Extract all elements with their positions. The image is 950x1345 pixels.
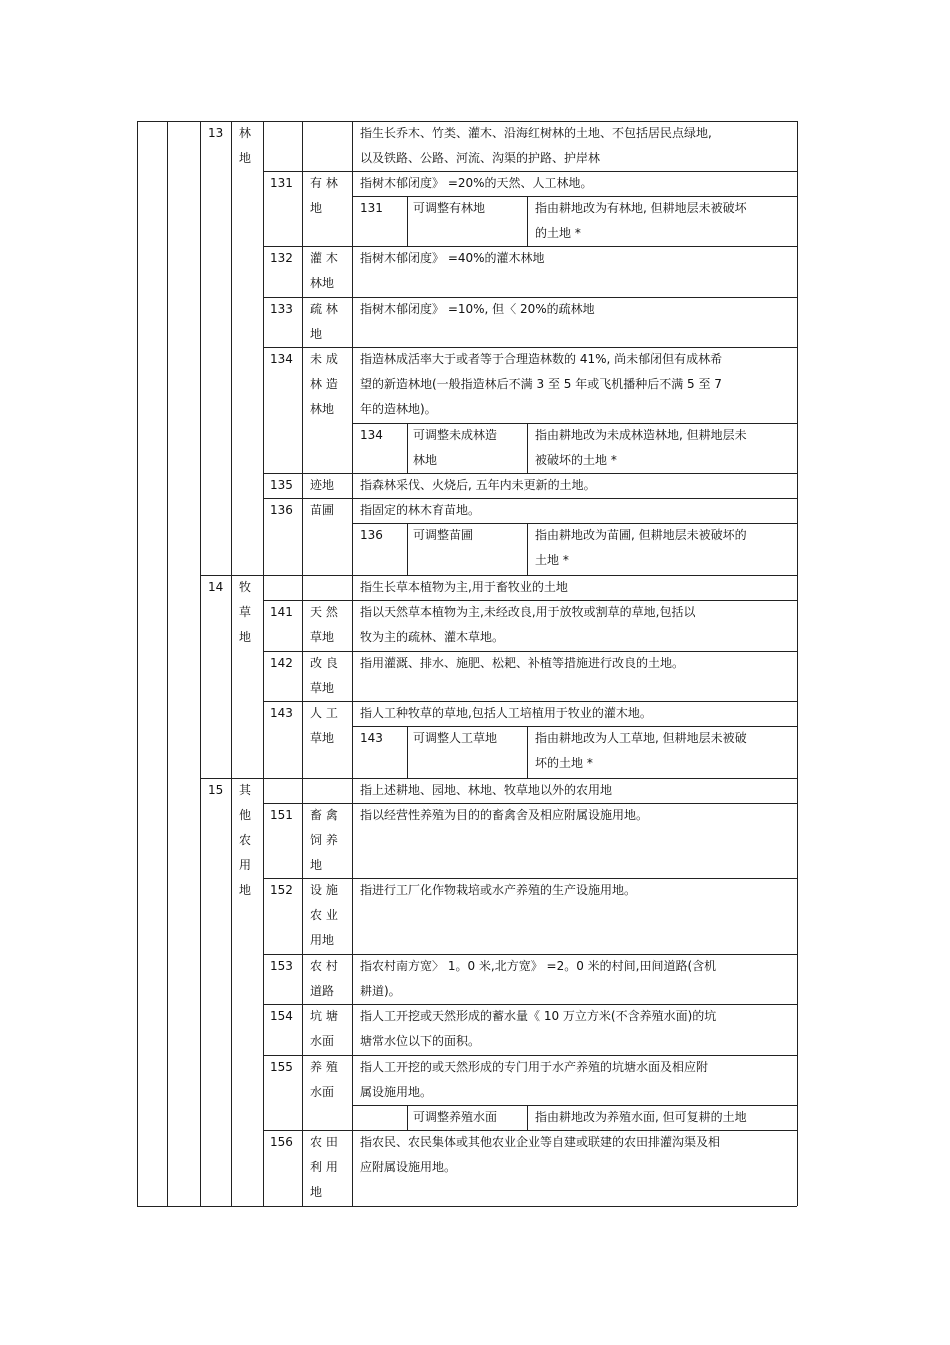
adjustable-description: 指由耕地改为有林地, 但耕地层未被破坏 [535, 201, 747, 215]
subcategory-code: 155 [270, 1060, 293, 1074]
subcategory-code: 154 [270, 1009, 293, 1023]
column-line [407, 196, 408, 246]
column-line [302, 778, 303, 803]
subcategory-code: 135 [270, 478, 293, 492]
subcategory-description: 指人工种牧草的草地,包括人工培植用于牧业的灌木地。 [360, 706, 652, 720]
subcategory-name: 灌 木 [310, 251, 338, 265]
column-line [302, 575, 303, 600]
table-right-border [797, 121, 798, 1206]
subcategory-name: 饲 养 [310, 833, 338, 847]
table-bottom-border [137, 1206, 797, 1207]
subcategory-name: 人 工 [310, 706, 338, 720]
adjustable-code: 131 [360, 201, 383, 215]
adjustable-description: 指由耕地改为养殖水面, 但可复耕的土地 [535, 1110, 747, 1124]
subcategory-name: 林地 [310, 402, 335, 416]
subcategory-code: 141 [270, 605, 293, 619]
section-description: 指生长乔木、竹类、灌木、沿海红树林的土地、不包括居民点绿地, [360, 126, 712, 140]
subcategory-name: 畜 禽 [310, 808, 338, 822]
subcategory-code: 142 [270, 656, 293, 670]
column-line [200, 121, 201, 1206]
column-line [527, 196, 528, 246]
subcategory-description: 指以天然草本植物为主,未经改良,用于放牧或割草的草地,包括以 [360, 605, 696, 619]
subcategory-code: 152 [270, 883, 293, 897]
section-name: 地 [239, 151, 252, 165]
subcategory-name: 农 村 [310, 959, 338, 973]
subcategory-code: 134 [270, 352, 293, 366]
column-line [352, 121, 353, 575]
column-line [302, 1004, 303, 1055]
section-description: 以及铁路、公路、河流、沟渠的护路、护岸林 [360, 151, 601, 165]
column-line [231, 121, 232, 575]
subcategory-description: 应附属设施用地。 [360, 1160, 457, 1174]
section-name: 他 [239, 808, 252, 822]
table-left-border [137, 121, 138, 1206]
column-line [263, 575, 264, 778]
column-line [527, 423, 528, 473]
subcategory-name: 未 成 [310, 352, 338, 366]
section-name: 牧 [239, 580, 252, 594]
adjustable-description: 指由耕地改为苗圃, 但耕地层未被破坏的 [535, 528, 747, 542]
subcategory-code: 132 [270, 251, 293, 265]
column-line [302, 600, 303, 651]
column-line [231, 575, 232, 778]
subcategory-name: 天 然 [310, 605, 338, 619]
subcategory-name: 地 [310, 327, 323, 341]
subcategory-name: 地 [310, 858, 323, 872]
subcategory-description: 指人工开挖的或天然形成的专门用于水产养殖的坑塘水面及相应附 [360, 1060, 709, 1074]
subcategory-description: 塘常水位以下的面积。 [360, 1034, 481, 1048]
subcategory-description: 指树木郁闭度》 =20%的天然、人工林地。 [360, 176, 593, 190]
adjustable-description: 坏的土地 * [535, 756, 593, 770]
column-line [352, 575, 353, 778]
column-line [263, 121, 264, 575]
adjustable-description: 的土地 * [535, 226, 581, 240]
column-line [302, 803, 303, 878]
section-code: 14 [208, 580, 224, 594]
column-line [527, 726, 528, 778]
subcategory-name: 地 [310, 1185, 323, 1199]
column-line [302, 878, 303, 954]
section-code: 15 [208, 783, 224, 797]
section-name: 地 [239, 630, 252, 644]
adjustable-name: 可调整未成林造 [413, 428, 498, 442]
subcategory-name: 坑 塘 [310, 1009, 338, 1023]
adjustable-code: 136 [360, 528, 383, 542]
section-code: 13 [208, 126, 224, 140]
subcategory-description: 牧为主的疏林、灌木草地。 [360, 630, 505, 644]
adjustable-description: 指由耕地改为人工草地, 但耕地层未被破 [535, 731, 747, 745]
subcategory-name: 苗圃 [310, 503, 335, 517]
column-line [407, 423, 408, 473]
column-line [263, 778, 264, 1206]
subcategory-description: 指进行工厂化作物栽培或水产养殖的生产设施用地。 [360, 883, 637, 897]
column-line [231, 778, 232, 1206]
subcategory-name: 草地 [310, 731, 335, 745]
column-line [167, 121, 168, 1206]
adjustable-description: 指由耕地改为未成林造林地, 但耕地层未 [535, 428, 747, 442]
subcategory-name: 有 林 [310, 176, 338, 190]
subcategory-description: 指森林采伐、火烧后, 五年内未更新的土地。 [360, 478, 596, 492]
column-line [302, 473, 303, 498]
section-name: 地 [239, 883, 252, 897]
column-line [407, 726, 408, 778]
subcategory-name: 养 殖 [310, 1060, 338, 1074]
subcategory-code: 131 [270, 176, 293, 190]
column-line [302, 498, 303, 575]
section-description: 指生长草本植物为主,用于畜牧业的土地 [360, 580, 568, 594]
subcategory-name: 林 造 [310, 377, 338, 391]
subcategory-name: 迹地 [310, 478, 335, 492]
section-name: 用 [239, 858, 252, 872]
column-line [302, 347, 303, 473]
subcategory-name: 用地 [310, 933, 335, 947]
subcategory-description: 指树木郁闭度》 =10%, 但〈 20%的疏林地 [360, 302, 595, 316]
subcategory-description: 指农民、农民集体或其他农业企业等自建或联建的农田排灌沟渠及相 [360, 1135, 721, 1149]
adjustable-name: 可调整有林地 [413, 201, 486, 215]
subcategory-description: 指树木郁闭度》 =40%的灌木林地 [360, 251, 545, 265]
subcategory-code: 133 [270, 302, 293, 316]
subcategory-description: 属设施用地。 [360, 1085, 433, 1099]
adjustable-name: 可调整养殖水面 [413, 1110, 498, 1124]
section-name: 其 [239, 783, 252, 797]
subcategory-name: 林地 [310, 276, 335, 290]
column-line [302, 297, 303, 347]
adjustable-name: 林地 [413, 453, 438, 467]
section-description: 指上述耕地、园地、林地、牧草地以外的农用地 [360, 783, 613, 797]
adjustable-name: 可调整人工草地 [413, 731, 498, 745]
section-name: 农 [239, 833, 252, 847]
subcategory-description: 指人工开挖或天然形成的蓄水量《 10 万立方米(不含养殖水面)的坑 [360, 1009, 717, 1023]
subcategory-code: 156 [270, 1135, 293, 1149]
subcategory-name: 草地 [310, 681, 335, 695]
column-line [302, 1130, 303, 1206]
column-line [302, 1055, 303, 1130]
subcategory-description: 望的新造林地(一般指造林后不满 3 至 5 年或飞机播种后不满 5 至 7 [360, 377, 722, 391]
column-line [527, 523, 528, 575]
adjustable-code: 143 [360, 731, 383, 745]
adjustable-name: 可调整苗圃 [413, 528, 474, 542]
column-line [302, 954, 303, 1004]
subcategory-name: 水面 [310, 1085, 335, 1099]
section-name: 林 [239, 126, 252, 140]
adjustable-code: 134 [360, 428, 383, 442]
subcategory-code: 143 [270, 706, 293, 720]
subcategory-code: 153 [270, 959, 293, 973]
subcategory-description: 指固定的林木育苗地。 [360, 503, 481, 517]
column-line [407, 523, 408, 575]
subcategory-name: 地 [310, 201, 323, 215]
column-line [302, 246, 303, 297]
column-line [302, 651, 303, 701]
subcategory-description: 指农村南方宽〉 1。0 米,北方宽》 =2。0 米的村间,田间道路(含机 [360, 959, 717, 973]
subcategory-name: 道路 [310, 984, 335, 998]
subcategory-code: 151 [270, 808, 293, 822]
column-line [302, 171, 303, 246]
subcategory-description: 指造林成活率大于或者等于合理造林数的 41%, 尚未郁闭但有成林希 [360, 352, 723, 366]
adjustable-description: 被破坏的土地 * [535, 453, 617, 467]
column-line [527, 1105, 528, 1130]
adjustable-description: 土地 * [535, 553, 569, 567]
subcategory-description: 指用灌溉、排水、施肥、松耙、补植等措施进行改良的土地。 [360, 656, 685, 670]
subcategory-name: 农 业 [310, 908, 338, 922]
column-line [302, 121, 303, 171]
subcategory-name: 农 田 [310, 1135, 338, 1149]
subcategory-description: 耕道)。 [360, 984, 401, 998]
subcategory-code: 136 [270, 503, 293, 517]
subcategory-name: 设 施 [310, 883, 338, 897]
subcategory-description: 指以经营性养殖为目的的畜禽舍及相应附属设施用地。 [360, 808, 649, 822]
row-border [263, 498, 797, 499]
subcategory-name: 改 良 [310, 656, 338, 670]
subcategory-name: 疏 林 [310, 302, 338, 316]
subcategory-description: 年的造林地)。 [360, 402, 437, 416]
column-line [407, 1105, 408, 1130]
subcategory-name: 利 用 [310, 1160, 338, 1174]
column-line [352, 778, 353, 1206]
section-name: 草 [239, 605, 252, 619]
subcategory-name: 草地 [310, 630, 335, 644]
column-line [302, 701, 303, 778]
subcategory-name: 水面 [310, 1034, 335, 1048]
